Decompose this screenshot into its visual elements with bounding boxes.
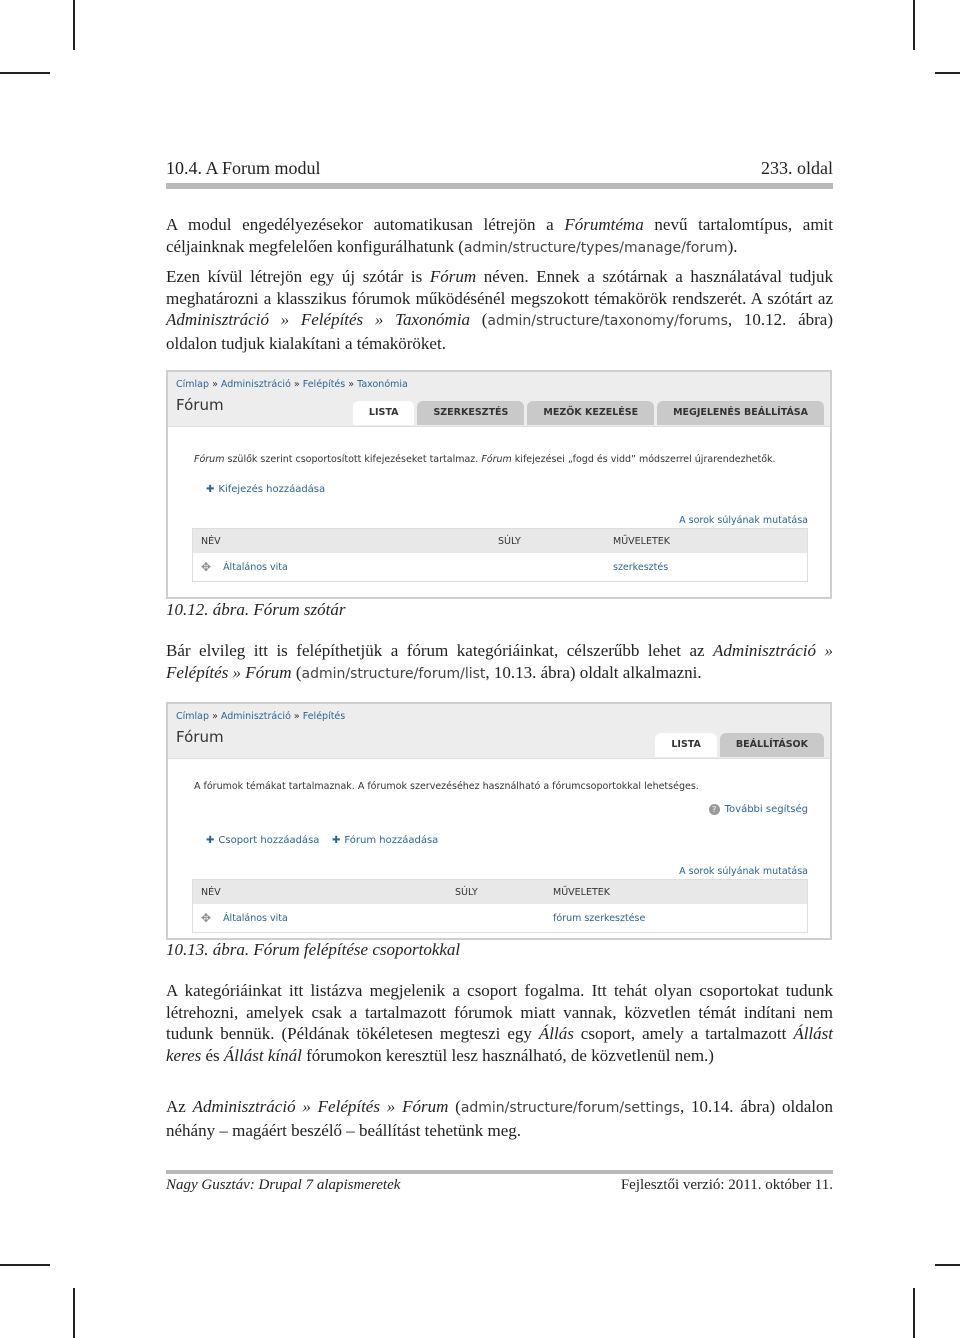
path-text: admin/structure/taxonomy/forums [487, 313, 728, 330]
crop-mark [73, 1288, 75, 1338]
tab-bar [353, 401, 824, 425]
table-header [193, 880, 807, 904]
column-header-name: NÉV [201, 886, 221, 898]
tab-szerkesztes[interactable]: SZERKESZTÉS [417, 401, 524, 425]
column-header-name[interactable]: NÉV [201, 535, 221, 547]
breadcrumb: Címlap » Adminisztráció » Felépítés [176, 711, 346, 722]
paragraph-2: Ezen kívül létrejön egy új szótár is Fórum néven. Ennek a szótárnak a használatával tudjuk meghatározni a klasszikus fórumok működésénél megszokott témakörök rendszerét. A szótárt az Adminisztráció » Felépítés » Taxonómia (admin/structure/taxonomy/forums, 10.12. ábra) oldalon tudjuk kialakítani a témaköröket. [166, 267, 833, 353]
show-row-weights-link[interactable]: A sorok súlyának mutatása [679, 866, 808, 877]
table-row [193, 553, 807, 581]
show-row-weights-link[interactable]: A sorok súlyának mutatása [679, 515, 808, 526]
tab-lista[interactable]: LISTA [655, 733, 717, 757]
crop-mark [913, 1288, 915, 1338]
breadcrumb-link[interactable]: Taxonómia [357, 379, 408, 390]
breadcrumb-link[interactable]: Adminisztráció [220, 379, 291, 390]
terms-table [192, 528, 808, 582]
forum-link[interactable]: Általános vita [223, 912, 288, 924]
figure-screenshot-taxonomy [166, 370, 832, 599]
figure-caption-2: 10.13. ábra. Fórum felépítése csoportokkal [166, 940, 461, 959]
breadcrumb: Címlap » Adminisztráció » Felépítés » Taxonómia [176, 379, 408, 390]
tab-beallitasok[interactable]: BEÁLLÍTÁSOK [720, 733, 824, 757]
figure-caption-1: 10.12. ábra. Fórum szótár [166, 600, 346, 619]
paragraph-5: Az Adminisztráció » Felépítés » Fórum (admin/structure/forum/settings, 10.14. ábra) oldalon néhány – magáért beszélő – beállítást tehetünk meg. [166, 1097, 833, 1140]
path-text: admin/structure/forum/list [301, 665, 486, 682]
paragraph-4: A kategóriáinkat itt listázva megjelenik a csoport fogalma. Itt tehát olyan csoportokat tudunk létrehozni, amelyek csak a tartalmazott fórumok miatt vannak, közvetlen témát indítani nem tudunk bennük. (Példának tökéletesen megteszi egy Állás csoport, amely a tartalmazott Állást keres és Állást kínál fórumokon keresztül lesz használható, de közvetlenül nem.) [166, 981, 833, 1065]
column-header-operations: MŰVELETEK [553, 886, 610, 898]
description-text: Fórum szülők szerint csoportosított kifejezéseket tartalmaz. Fórum kifejezései „fogd és vidd” módszerrel újrarendezhetők. [194, 454, 776, 465]
page-title: Fórum [176, 728, 224, 746]
breadcrumb-link[interactable]: Felépítés [302, 711, 346, 722]
drag-handle-icon[interactable]: ✥ [201, 560, 212, 574]
term-link[interactable]: Általános vita [223, 561, 288, 573]
column-header-weight: SÚLY [455, 886, 478, 898]
tab-megjelenes-beallitasa[interactable]: MEGJELENÉS BEÁLLÍTÁSA [657, 401, 824, 425]
page-title: Fórum [176, 396, 224, 414]
section-title: 10.4. A Forum modul [166, 158, 321, 178]
add-container-link[interactable]: ✚ Csoport hozzáadása [206, 835, 320, 846]
help-icon: ? [709, 804, 720, 815]
edit-forum-link[interactable]: fórum szerkesztése [553, 912, 646, 924]
page-header-bar [168, 372, 830, 427]
column-header-weight[interactable]: SÚLY [498, 535, 521, 547]
table-header [193, 529, 807, 553]
breadcrumb-link[interactable]: Címlap [176, 379, 210, 390]
plus-icon: ✚ [206, 835, 215, 846]
more-help-link[interactable]: ? További segítség [709, 804, 808, 815]
figure-screenshot-forum-structure [166, 702, 832, 940]
page-header-bar [168, 704, 830, 759]
add-term-link[interactable]: ✚ Kifejezés hozzáadása [206, 484, 326, 495]
tab-lista[interactable]: LISTA [353, 401, 415, 425]
crop-mark [0, 1264, 50, 1266]
footer-version: Fejlesztői verzió: 2011. október 11. [620, 1177, 833, 1193]
tab-mezok-kezelese[interactable]: MEZŐK KEZELÉSE [527, 401, 654, 425]
tab-bar [655, 733, 824, 757]
footer-rule [166, 1170, 833, 1174]
add-forum-link[interactable]: ✚ Fórum hozzáadása [332, 835, 439, 846]
path-text: admin/structure/types/manage/forum [463, 239, 728, 256]
path-text: admin/structure/forum/settings [460, 1100, 680, 1116]
header-rule [166, 183, 833, 189]
paragraph-3: Bár elvileg itt is felépíthetjük a fórum kategóriáinkat, célszerűbb lehet az Adminisztráció » Felépítés » Fórum (admin/structure/forum/list, 10.13. ábra) oldalt alkalmazni. [166, 641, 833, 682]
breadcrumb-link[interactable]: Adminisztráció [220, 711, 291, 722]
crop-mark [73, 0, 75, 50]
description-text: A fórumok témákat tartalmaznak. A fórumok szervezéséhez használható a fórumcsoportokkal lehetséges. [194, 781, 699, 792]
crop-mark [935, 1264, 960, 1266]
crop-mark [913, 0, 915, 50]
edit-link[interactable]: szerkesztés [613, 561, 669, 573]
breadcrumb-link[interactable]: Címlap [176, 711, 210, 722]
table-row [193, 904, 807, 932]
footer-author-title: Nagy Gusztáv: Drupal 7 alapismeretek [166, 1177, 401, 1193]
page-number: 233. oldal [761, 158, 833, 178]
forums-table [192, 879, 808, 933]
plus-icon: ✚ [206, 484, 215, 495]
drag-handle-icon[interactable]: ✥ [201, 911, 212, 925]
crop-mark [935, 72, 960, 74]
breadcrumb-link[interactable]: Felépítés [302, 379, 346, 390]
column-header-operations: MŰVELETEK [613, 535, 670, 547]
running-header [166, 158, 833, 182]
crop-mark [0, 72, 50, 74]
plus-icon: ✚ [332, 835, 341, 846]
paragraph-1: A modul engedélyezésekor automatikusan létrejön a Fórumtéma nevű tartalomtípus, amit céljainknak megfelelően konfigurálhatunk (admin/structure/types/manage/forum). [166, 215, 833, 256]
